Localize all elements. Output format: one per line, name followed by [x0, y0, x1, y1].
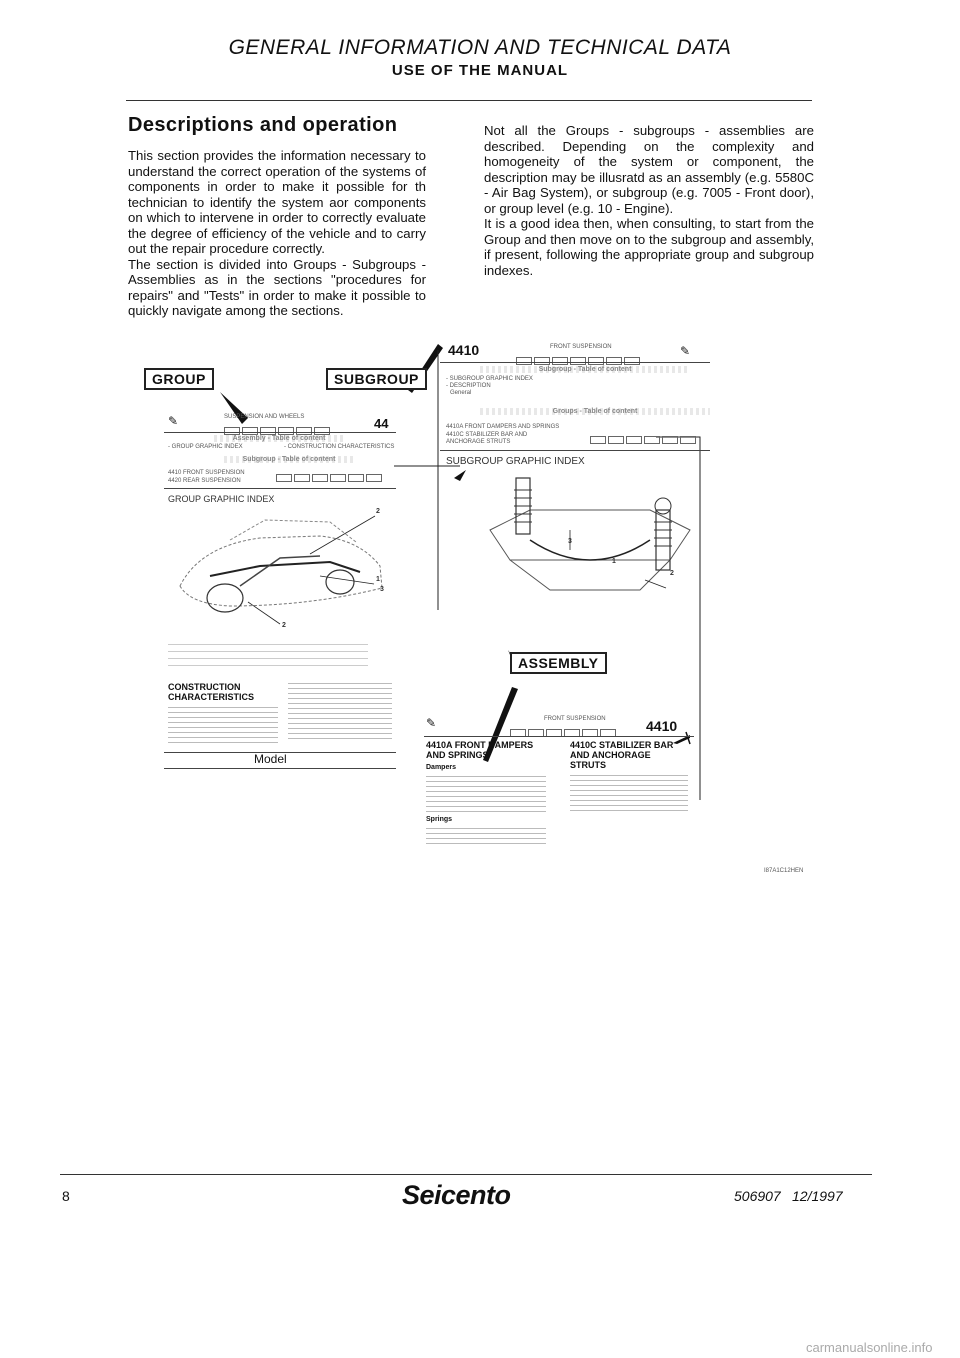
callout-2a: 2 — [376, 508, 380, 515]
subgroup-item-2: - DESCRIPTION — [446, 383, 491, 389]
group-row-codes — [276, 469, 384, 487]
subgroup-row-codes — [590, 431, 698, 449]
group-construction-small: - CONSTRUCTION CHARACTERISTICS — [284, 444, 395, 450]
subgroup-item-3: General — [450, 390, 472, 396]
left-paragraph: This section provides the information necessary to understand the correct operation of the systems of components in order to make it possible for th technician to identify the system aor components on which to intervene in order to correctly evaluate the degree of efficiency of the vehicle and to carry out the repair procedure correctly. — [128, 148, 426, 256]
group-graphic-index-small: - GROUP GRAPHIC INDEX — [168, 444, 243, 450]
subgroup-rule-1 — [440, 362, 710, 363]
assembly-book-icon: ✎ — [426, 716, 437, 730]
assembly-col1-sub1: Dampers — [426, 764, 456, 771]
subgroup-toc: Subgroup - Table of content — [480, 366, 690, 373]
page-number: 8 — [62, 1188, 70, 1204]
subgroup-label: SUBGROUP — [326, 368, 427, 390]
subgroup-book-icon: ✎ — [680, 344, 691, 358]
car-illustration — [170, 506, 390, 626]
assembly-page-heading: FRONT SUSPENSION — [544, 716, 606, 722]
groups-toc: Groups - Table of content — [480, 408, 710, 415]
subgroup-page-number: 4410 — [448, 342, 480, 358]
callout-2b: 2 — [282, 622, 286, 629]
group-legend — [168, 640, 368, 672]
document-title: GENERAL INFORMATION AND TECHNICAL DATA — [228, 36, 732, 59]
assembly-col1-sub2: Springs — [426, 816, 453, 823]
group-construction-title: CONSTRUCTION CHARACTERISTICS — [168, 682, 255, 702]
assembly-label: ASSEMBLY — [510, 652, 607, 674]
subgroup-page-thumbnail — [440, 330, 820, 620]
assembly-col1-title: 4410A FRONT DAMPERS AND SPRINGS — [426, 740, 534, 760]
left-column — [128, 148, 426, 319]
callout-1a: 1 — [376, 576, 380, 583]
right-column — [484, 123, 814, 278]
group-page-rule — [164, 432, 396, 433]
brand-logo: Seicento — [402, 1180, 511, 1210]
assembly-page-thumbnail — [424, 710, 694, 860]
assembly-col2-text — [570, 772, 688, 812]
book-icon: ✎ — [168, 414, 179, 428]
group-page-number: 44 — [374, 416, 389, 431]
group-row-2: 4420 REAR SUSPENSION — [168, 478, 241, 484]
group-page-rule-2 — [164, 488, 396, 489]
document-date: 12/1997 — [792, 1188, 843, 1204]
assembly-rule — [424, 736, 694, 737]
document-subtitle: USE OF THE MANUAL — [391, 62, 569, 79]
callout-2c: 2 — [670, 570, 674, 577]
model-label: Model — [254, 752, 287, 766]
document-number: 506907 — [734, 1188, 781, 1204]
assembly-col1-text2 — [426, 825, 546, 845]
manual-structure-figure — [140, 330, 830, 880]
group-page-thumbnail — [164, 408, 396, 770]
subgroup-page-heading: FRONT SUSPENSION — [550, 344, 612, 350]
group-row-1: 4410 FRONT SUSPENSION — [168, 470, 245, 476]
subgroup-rule-2 — [440, 450, 710, 451]
assembly-col2-title: 4410C STABILIZER BAR AND ANCHORAGE STRUTS — [570, 740, 674, 770]
header-rule — [126, 100, 812, 101]
left-paragraph-2: The section is divided into Groups - Subgroups - Assemblies as in the sections "procedures for repairs" and "Tests" in order to make it possible to quickly navigate among the sections. — [128, 256, 426, 318]
watermark: carmanualsonline.info — [806, 1340, 933, 1355]
group-construction-text-2 — [288, 680, 392, 740]
right-paragraph: Not all the Groups - subgroups - assemblies are described. Depending on the complexity and homogeneity of the system or component, the description may be illusratd as an assembly (e.g. 5580C - Air Bag System), or subgroup (e.g. 7005 - Front door), or group level (e.g. 10 - Engine). — [484, 123, 814, 216]
figure-code: I87A1C12HEN — [764, 868, 804, 874]
group-bottom-rule — [164, 768, 396, 769]
callout-1b: 1 — [612, 558, 616, 565]
group-label: GROUP — [144, 368, 214, 390]
group-construction-text — [168, 704, 278, 744]
callout-3b: 3 — [568, 538, 572, 545]
subgroup-item-1: - SUBGROUP GRAPHIC INDEX — [446, 376, 533, 382]
suspension-illustration — [470, 470, 710, 610]
subgroup-graphic-index: SUBGROUP GRAPHIC INDEX — [446, 456, 585, 467]
footer-rule — [60, 1174, 872, 1175]
right-paragraph-2: It is a good idea then, when consulting, to start from the Group and then move on to the subgroup and assembly, if present, following the appropriate group and subgroup indexes. — [484, 216, 814, 278]
callout-3a: 3 — [380, 586, 384, 593]
assembly-col1-text1 — [426, 773, 546, 813]
subgroup-row-2: 4410C STABILIZER BAR AND ANCHORAGE STRUTS — [446, 432, 528, 445]
group-page-heading: SUSPENSION AND WHEELS — [224, 414, 305, 420]
group-assembly-toc: Assembly - Table of content — [214, 435, 344, 442]
subgroup-row-1: 4410A FRONT DAMPERS AND SPRINGS — [446, 424, 560, 430]
group-subgroup-toc: Subgroup - Table of content — [224, 456, 354, 463]
assembly-page-number: 4410 — [646, 718, 678, 734]
group-graphic-index: GROUP GRAPHIC INDEX — [168, 494, 275, 504]
section-heading: Descriptions and operation — [128, 114, 398, 136]
